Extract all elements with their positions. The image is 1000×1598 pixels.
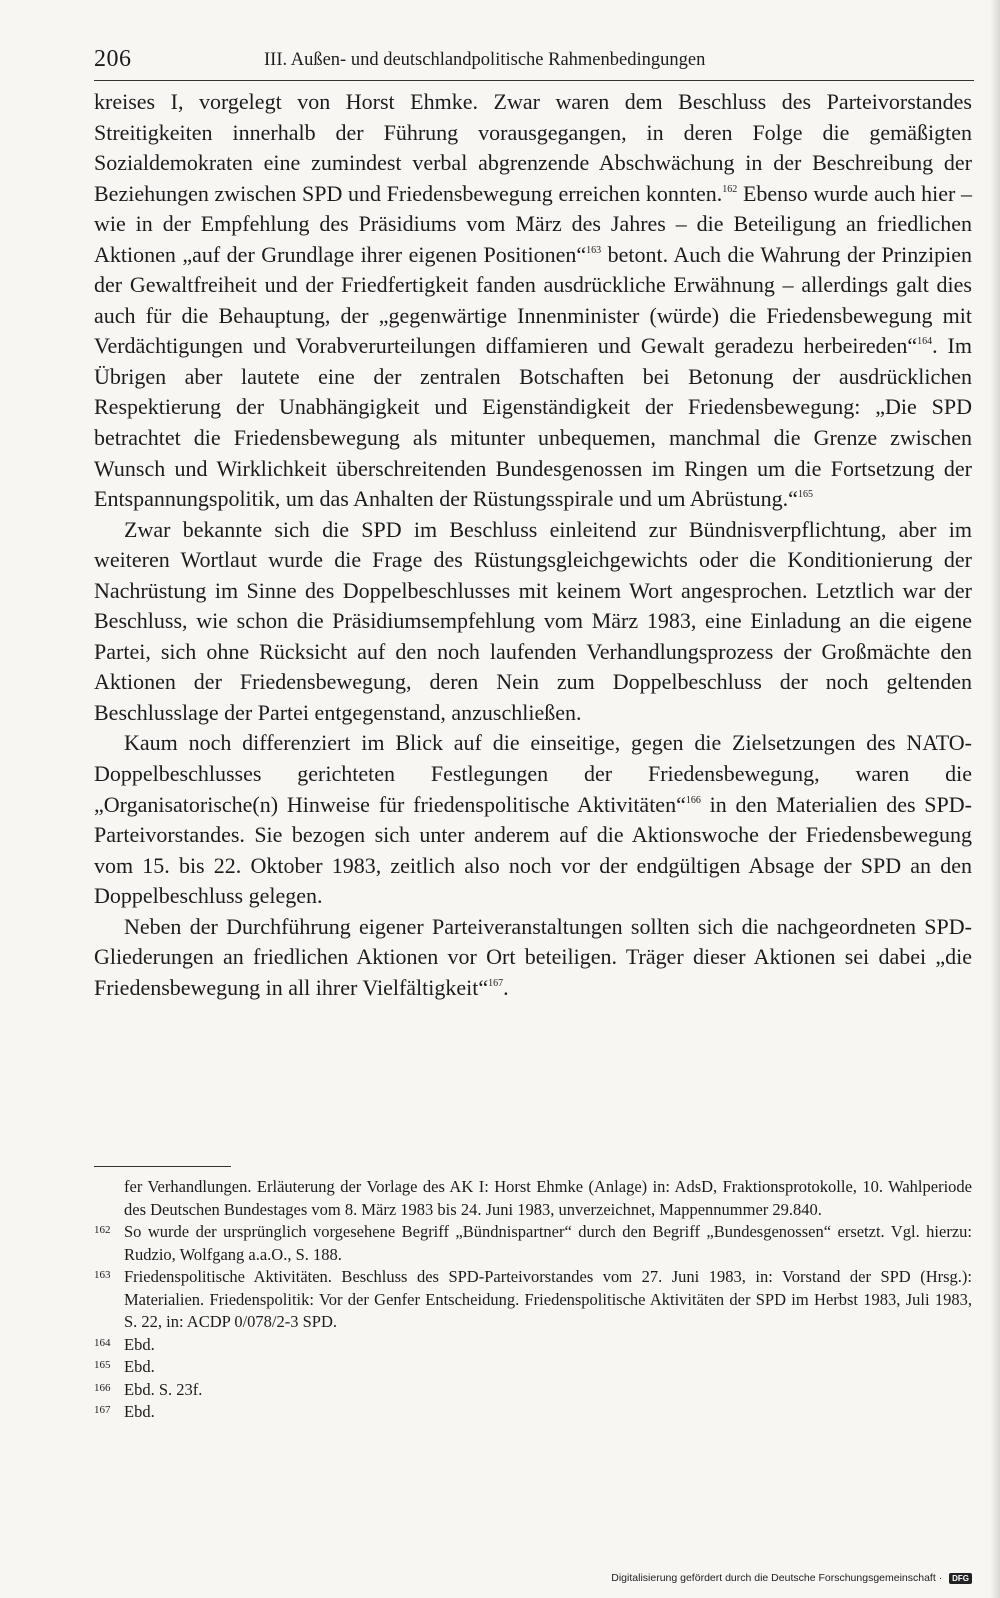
footnote-ref[interactable]: 166 (685, 794, 701, 806)
footnote-162 (94, 1221, 972, 1266)
footnote-164 (94, 1334, 972, 1357)
footnote-text: Ebd. (124, 1357, 155, 1376)
page-header (94, 44, 974, 81)
footnote-166 (94, 1379, 972, 1402)
paragraph-1 (94, 87, 972, 515)
page-edge-shadow (990, 0, 1000, 1598)
footnote-number: 165 (94, 1359, 111, 1371)
paragraph-4 (94, 912, 972, 1004)
text-span: Neben der Durchführung eigener Parteiveranstaltungen sollten sich die nachgeordneten SPD-Gliederungen an friedlichen Aktionen vor Ort beteiligen. Träger dieser Aktionen sei dabei „die Friedensbewegung in all ihrer Vielfältigkeit“ (94, 913, 972, 1000)
dfg-logo: DFG (949, 1573, 972, 1584)
text-span: . Im Übrigen aber lautete eine der zentralen Botschaften bei Betonung der ausdrücklichen Respektierung der Unabhängigkeit und Eigenständigkeit der Friedensbewegung: „Die SPD betrachtet die Friedensbewegung als mitunter unbequemen, manchmal die Grenze zwischen Wunsch und Wirklichkeit überschreitenden Bundesgenossen im Ringen um die Fortsetzung der Entspannungspolitik, um das Anhalten der Rüstungsspirale und um Abrüstung.“ (94, 333, 972, 512)
credit-text: Digitalisierung gefördert durch die Deutsche Forschungsgemeinschaft · (611, 1572, 943, 1584)
footnote-text: Ebd. S. 23f. (124, 1379, 203, 1399)
footnotes (94, 1176, 972, 1424)
digitization-credit (611, 1572, 972, 1584)
footnote-ref[interactable]: 165 (797, 489, 813, 501)
footnote-ref[interactable]: 162 (722, 183, 738, 195)
footnote-text: So wurde der ursprünglich vorgesehene Begriff „Bündnispartner“ durch den Begriff „Bundesgenossen“ ersetzt. Vgl. hierzu: Rudzio, Wolfgang a.a.O., S. 188. (124, 1222, 972, 1264)
footnote-number: 166 (94, 1381, 111, 1394)
text-span: Ebenso wurde auch hier – wie in der Empfehlung des Präsidiums vom März des Jahres – die Beteiligung an friedlichen Aktionen „auf der Grundlage ihrer eigenen Positionen“ (94, 180, 972, 267)
paragraph-3 (94, 728, 972, 911)
footnote-number: 164 (94, 1336, 111, 1349)
footnote-number: 167 (94, 1404, 111, 1416)
footnote-ref[interactable]: 164 (917, 336, 933, 348)
paragraph-2: Zwar bekannte sich die SPD im Beschluss einleitend zur Bündnisverpflichtung, aber im weiteren Wortlaut wurde die Frage des Rüstungsgleichgewichts oder die Konditionierung der Nachrüstung im Sinne des Doppelbeschlusses mit keinem Wort angesprochen. Letztlich war der Beschluss, wie schon die Präsidiumsempfehlung vom März 1983, eine Einladung an die eigene Partei, sich ohne Rücksicht auf den noch laufenden Verhandlungsprozess der Großmächte den Aktionen der Friedensbewegung, deren Nein zum Doppelbeschluss der noch geltenden Beschlusslage der Partei entgegenstand, anzuschließen. (94, 516, 972, 725)
footnote-continued: fer Verhandlungen. Erläuterung der Vorlage des AK I: Horst Ehmke (Anlage) in: AdsD, Fraktionsprotokolle, 10. Wahlperiode des Deutschen Bundestages vom 8. März 1983 bis 24. Juni 1983, unverzeichnet, Mappennummer 29.840. (124, 1177, 972, 1219)
text-span: in den Materialien des SPD-Parteivorstandes. Sie bezogen sich unter anderem auf die Aktionswoche der Friedensbewegung vom 15. bis 22. Oktober 1983, zeitlich also noch vor der endgültigen Absage der SPD an den Doppelbeschluss gelegen. (94, 791, 972, 909)
body-text (94, 87, 972, 1003)
text-span: kreises I, vorgelegt von Horst Ehmke. Zwar waren dem Beschluss des Parteivorstandes Streitigkeiten innerhalb der Führung vorausgegangen, in deren Folge die gemäßigten Sozialdemokraten eine zumindest verbal abgrenzende Abschwächung in der Beschreibung der Beziehungen zwischen SPD und Friedensbewegung erreichen konnten. (94, 89, 972, 206)
footnote-separator (94, 1166, 231, 1167)
footnote-ref[interactable]: 167 (488, 977, 504, 989)
text-span: Kaum noch differenziert im Blick auf die einseitige, gegen die Zielsetzungen des NATO-Doppelbeschlusses gerichteten Festlegungen der Friedensbewegung, waren die „Organisatorische(n) Hinweise für friedenspolitische Aktivitäten“ (94, 730, 972, 817)
footnote-text: Ebd. (124, 1334, 155, 1354)
footnote-ref[interactable]: 163 (586, 244, 602, 256)
footnote-number: 162 (94, 1224, 111, 1236)
page-number: 206 (94, 46, 132, 72)
text-span: betont. Auch die Wahrung der Prinzipien der Gewaltfreiheit und der Friedfertigkeit fanden ausdrückliche Erwähnung – allerdings galt dies auch für die Behauptung, der „gegenwärtige Innenminister (würde) die Friedensbewegung mit Verdächtigungen und Vorabverurteilungen diffamieren und Gewalt geradezu herbeireden“ (94, 241, 972, 359)
footnote-text: Friedenspolitische Aktivitäten. Beschluss des SPD-Parteivorstandes vom 27. Juni 1983, in: Vorstand der SPD (Hrsg.): Materialien. Friedenspolitik: Vor der Genfer Entscheidung. Friedenspolitische Aktivitäten der SPD im Herbst 1983, Juli 1983, S. 22, in: ACDP 0/078/2-3 SPD. (124, 1267, 972, 1331)
footnote-163 (94, 1266, 972, 1334)
footnote-number: 163 (94, 1269, 111, 1281)
text-span: . (503, 974, 509, 1000)
footnote-167 (94, 1401, 972, 1424)
running-head: III. Außen- und deutschlandpolitische Rahmenbedingungen (264, 50, 706, 70)
footnote-text: Ebd. (124, 1402, 155, 1421)
footnote-165 (94, 1356, 972, 1379)
